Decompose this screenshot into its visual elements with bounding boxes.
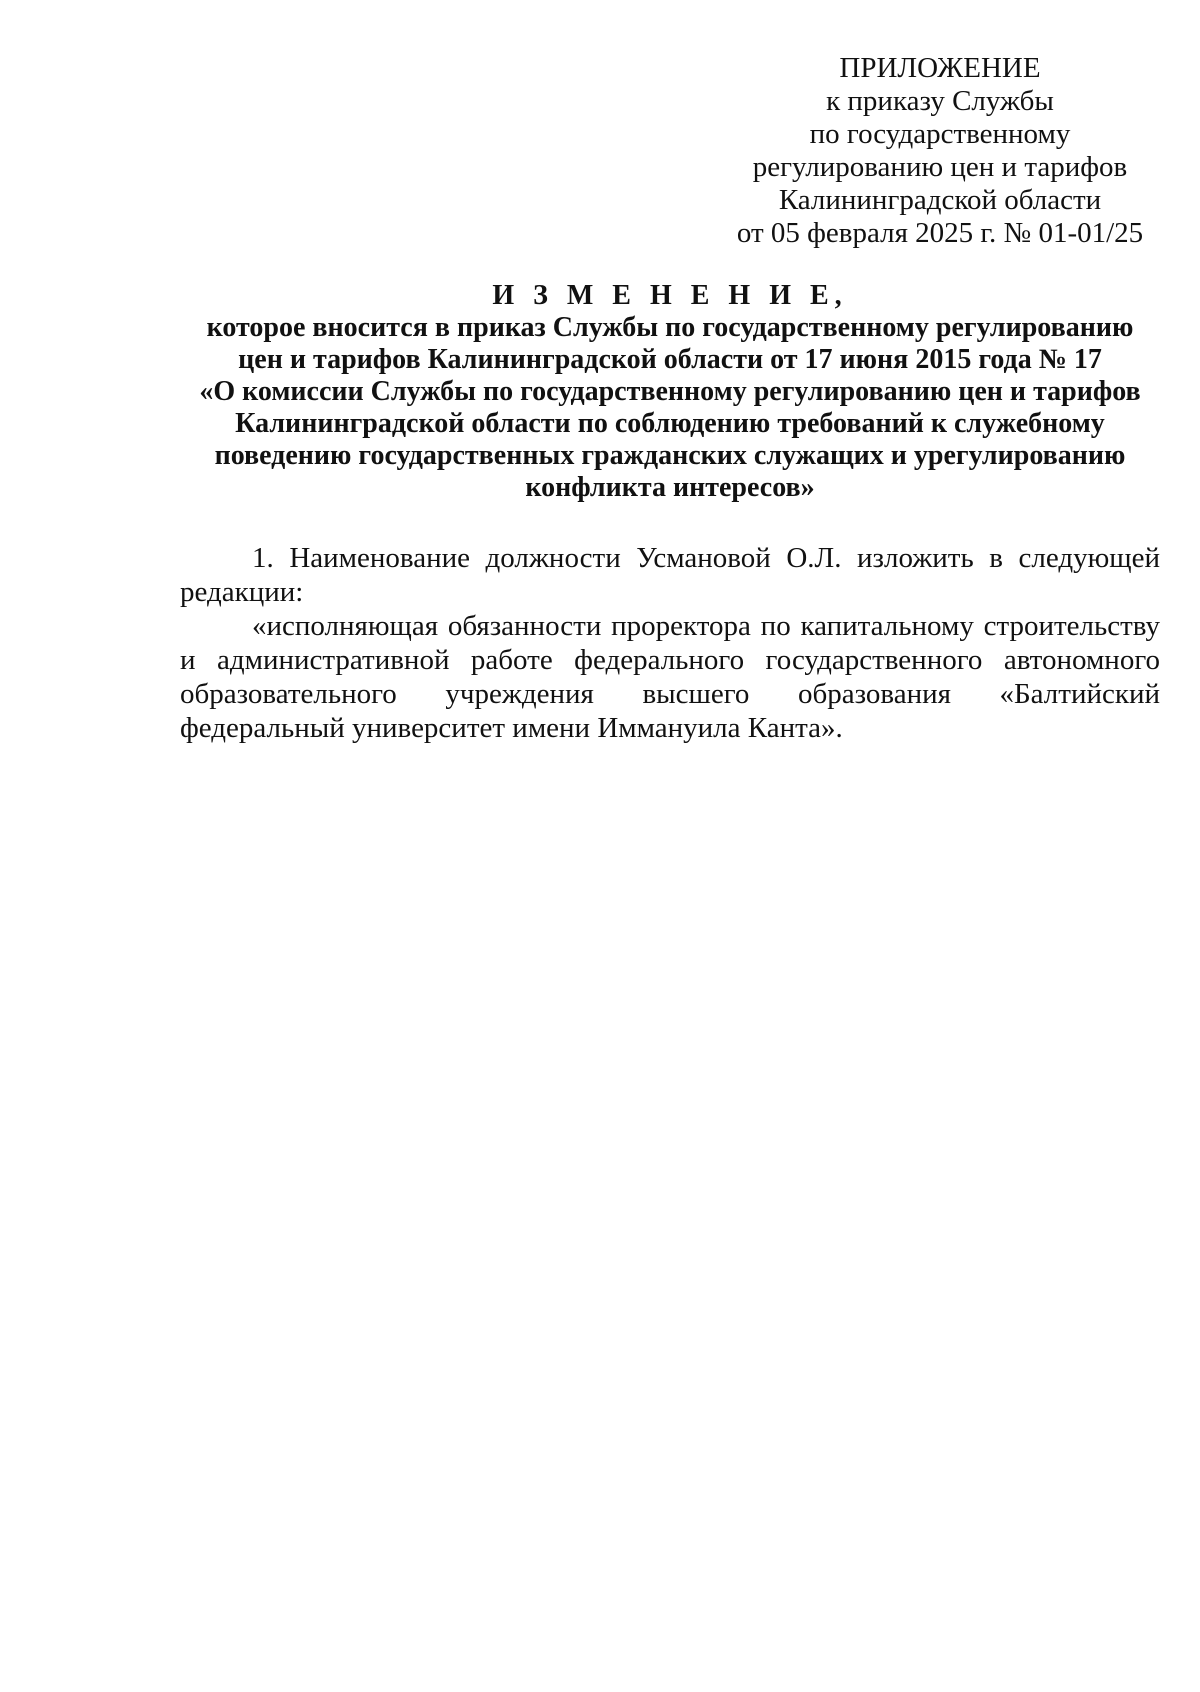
body-paragraph: 1. Наименование должности Усмановой О.Л. изложить в следующей редакции: — [180, 542, 1160, 608]
heading-line: которое вносится в приказ Службы по государственному регулированию — [206, 312, 1134, 343]
document-body — [180, 541, 1160, 745]
document-heading — [170, 280, 1170, 504]
appendix-line: по государственному — [809, 118, 1071, 150]
heading-line: конфликта интересов» — [525, 472, 815, 503]
heading-line: «О комиссии Службы по государственному регулированию цен и тарифов — [199, 376, 1141, 407]
appendix-line: Калининградской области — [778, 184, 1102, 216]
appendix-line: к приказу Службы — [826, 85, 1054, 117]
body-paragraph: «исполняющая обязанности проректора по капитальному строительству и административной работе федерального государственного автономного образовательного учреждения высшего образования «Балтийский федеральный университет имени Иммануила Канта». — [180, 610, 1160, 744]
appendix-line: регулированию цен и тарифов — [752, 151, 1128, 183]
heading-line: цен и тарифов Калининградской области от 17 июня 2015 года № 17 — [238, 344, 1102, 375]
heading-line: поведению государственных гражданских служащих и урегулированию — [214, 440, 1126, 471]
heading-title: И З М Е Н Е Н И Е, — [492, 280, 848, 311]
appendix-title: ПРИЛОЖЕНИЕ — [839, 52, 1041, 84]
appendix-date-number: от 05 февраля 2025 г. № 01-01/25 — [736, 217, 1144, 249]
heading-line: Калининградской области по соблюдению требований к служебному — [235, 408, 1105, 439]
appendix-block — [700, 52, 1180, 250]
